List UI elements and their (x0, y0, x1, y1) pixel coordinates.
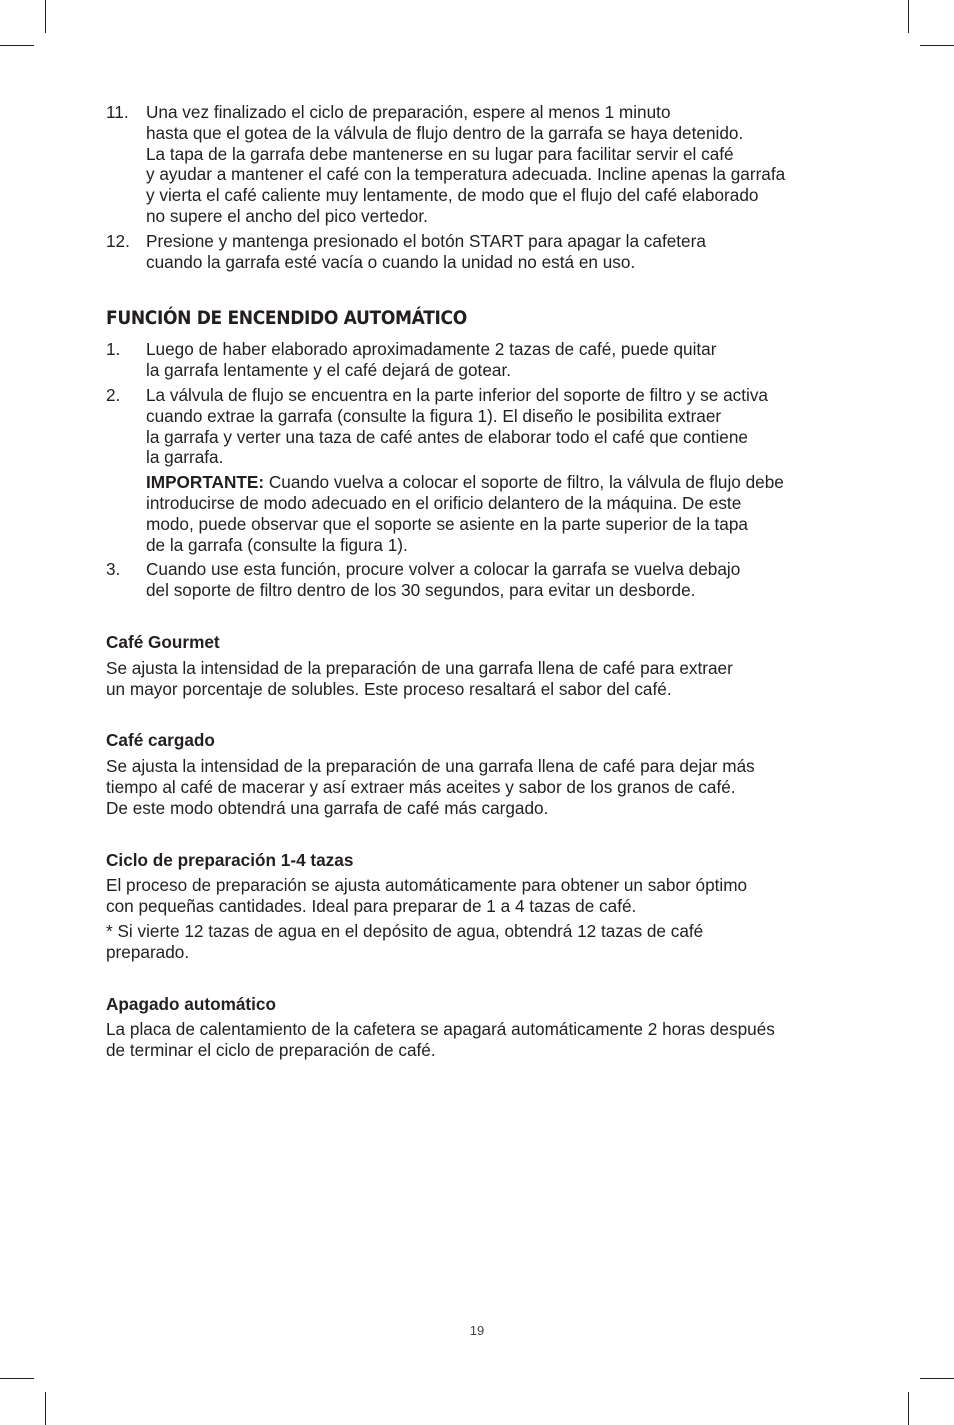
cargado-text: Se ajusta la intensidad de la preparación de una garrafa llena de café para dejar más tiempo al café de macerar y así extraer más aceites y sabor de los granos de café. De este modo obtendrá una garrafa de café más cargado. (106, 756, 755, 818)
crop-mark (45, 0, 46, 33)
ciclo-text: El proceso de preparación se ajusta automáticamente para obtener un sabor óptimo con pequeñas cantidades. Ideal para preparar de 1 a 4 tazas de café. (106, 875, 748, 917)
crop-mark (0, 1378, 34, 1379)
list-text: Luego de haber elaborado aproximadamente 2 tazas de café, puede quitar la garrafa lentamente y el café dejará de gotear. (146, 339, 717, 381)
list-number: 3. (106, 559, 121, 580)
subsection-title-apagado: Apagado automático (106, 993, 276, 1014)
intro-list (106, 102, 851, 272)
crop-mark (908, 0, 909, 33)
crop-mark (45, 1392, 46, 1425)
page-number: 19 (469, 1323, 485, 1338)
list-number: 11. (106, 102, 129, 122)
crop-mark (0, 45, 34, 46)
crop-mark (908, 1392, 909, 1425)
list-text: Presione y mantenga presionado el botón START para apagar la cafetera cuando la garrafa esté vacía o cuando la unidad no está en uso. (146, 230, 706, 272)
crop-mark (920, 1378, 954, 1379)
list-item (106, 102, 851, 227)
important-note (146, 472, 851, 555)
list-item (106, 339, 851, 381)
list-item (106, 231, 851, 273)
important-label: IMPORTANTE: (146, 472, 265, 493)
section-title: FUNCIÓN DE ENCENDIDO AUTOMÁTICO (106, 307, 467, 330)
gourmet-text: Se ajusta la intensidad de la preparación de una garrafa llena de café para extraer un mayor porcentaje de solubles. Este proceso resaltará el sabor del café. (106, 657, 733, 699)
list-number: 12. (106, 230, 130, 251)
list-number: 1. (106, 339, 121, 360)
important-text: Cuando vuelva a colocar el soporte de filtro, la válvula de flujo debe introducirse de modo adecuado en el orificio delantero de la máquina. De este modo, puede observar que el soporte se asiente en la parte superior de la tapa de la garrafa (consulte la figura 1). (146, 472, 784, 555)
subsection-title-gourmet: Café Gourmet (106, 631, 220, 652)
subsection-title-cargado: Café cargado (106, 730, 215, 751)
list-text: Cuando use esta función, procure volver a colocar la garrafa se vuelva debajo del soporte de filtro dentro de los 30 segundos, para evitar un desborde. (146, 559, 741, 601)
list-text: La válvula de flujo se encuentra en la parte inferior del soporte de filtro y se activa cuando extrae la garrafa (consulte la figura 1). El diseño le posibilita extraer la garrafa y verter una taza de café antes de elaborar todo el café que contiene la garrafa. (146, 384, 768, 468)
list-number: 2. (106, 384, 121, 405)
ciclo-note: * Si vierte 12 tazas de agua en el depósito de agua, obtendrá 12 tazas de café preparado. (106, 920, 704, 962)
subsection-title-ciclo: Ciclo de preparación 1-4 tazas (106, 849, 354, 870)
crop-mark (920, 45, 954, 46)
page-content (106, 102, 851, 1061)
apagado-text: La placa de calentamiento de la cafetera se apagará automáticamente 2 horas después de terminar el ciclo de preparación de café. (106, 1019, 775, 1061)
list-item (106, 559, 851, 601)
auto-list (106, 339, 851, 601)
list-text: Una vez finalizado el ciclo de preparación, espere al menos 1 minuto hasta que el gotea de la válvula de flujo dentro de la garrafa se haya detenido. La tapa de la garrafa debe mantenerse en su lugar para facilitar servir el café y ayudar a mantener el café con la temperatura adecuada. Incline apenas la garrafa y vierta el café caliente muy lentamente, de modo que el flujo del café elaborado no supere el ancho del pico vertedor. (146, 102, 786, 226)
list-item (106, 385, 851, 555)
